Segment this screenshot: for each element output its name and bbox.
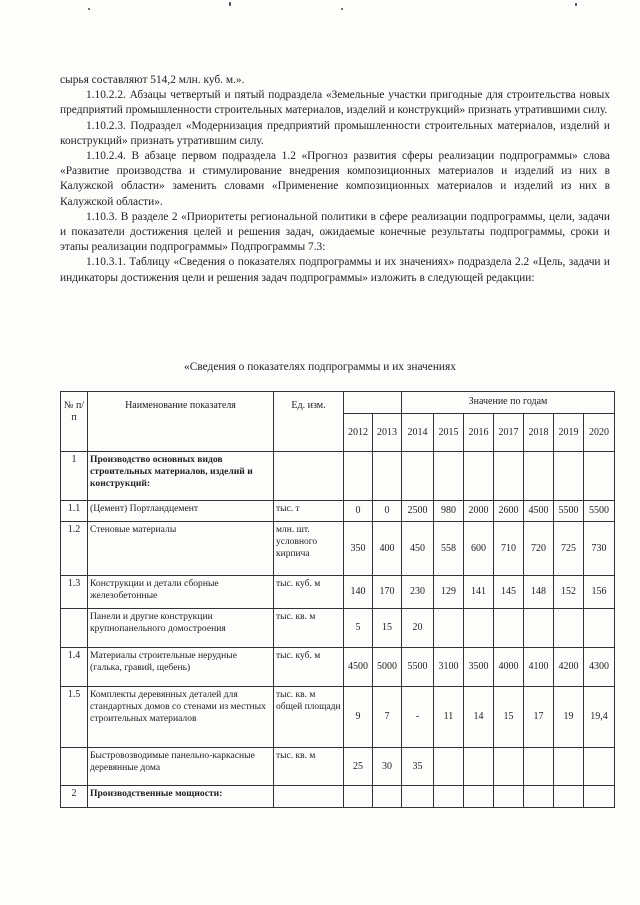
value-cell bbox=[402, 786, 434, 808]
year-header: 2012 bbox=[344, 414, 373, 452]
row-name: Производственные мощности: bbox=[88, 786, 274, 808]
scan-mark bbox=[88, 8, 90, 10]
value-cell: 5500 bbox=[402, 648, 434, 687]
table-row bbox=[61, 687, 615, 748]
value-cell: 5000 bbox=[373, 648, 402, 687]
value-cell bbox=[464, 786, 494, 808]
value-cell: 15 bbox=[373, 609, 402, 648]
row-unit: тыс. куб. м bbox=[274, 576, 344, 609]
value-cell: 11 bbox=[434, 687, 464, 748]
table-row bbox=[61, 501, 615, 522]
row-name: (Цемент) Портландцемент bbox=[88, 501, 274, 522]
value-cell bbox=[554, 748, 584, 786]
value-cell: 4500 bbox=[344, 648, 373, 687]
value-cell: 0 bbox=[373, 501, 402, 522]
row-unit: млн. шт. условного кирпича bbox=[274, 522, 344, 576]
value-cell: 19,4 bbox=[584, 687, 615, 748]
row-unit: тыс. кв. м bbox=[274, 748, 344, 786]
value-cell: 400 bbox=[373, 522, 402, 576]
row-unit: тыс. т bbox=[274, 501, 344, 522]
document-body bbox=[60, 73, 610, 286]
value-cell: 350 bbox=[344, 522, 373, 576]
value-cell: 4500 bbox=[524, 501, 554, 522]
value-cell bbox=[464, 452, 494, 501]
value-cell: 14 bbox=[464, 687, 494, 748]
row-num: 1.3 bbox=[61, 576, 88, 609]
header-num: № п/п bbox=[61, 392, 88, 452]
row-unit: тыс. куб. м bbox=[274, 648, 344, 687]
scan-mark bbox=[341, 8, 343, 10]
row-num: 1.2 bbox=[61, 522, 88, 576]
row-num: 2 bbox=[61, 786, 88, 808]
value-cell: 3500 bbox=[464, 648, 494, 687]
value-cell bbox=[584, 609, 615, 648]
value-cell bbox=[554, 609, 584, 648]
row-name: Конструкции и детали сборные железобетонные bbox=[88, 576, 274, 609]
header-values-by-year: Значение по годам bbox=[402, 392, 615, 414]
header-name: Наименование показателя bbox=[88, 392, 274, 452]
value-cell: 0 bbox=[344, 501, 373, 522]
value-cell: 980 bbox=[434, 501, 464, 522]
value-cell: 140 bbox=[344, 576, 373, 609]
row-name: Быстровозводимые панельно-каркасные деревянные дома bbox=[88, 748, 274, 786]
value-cell bbox=[373, 786, 402, 808]
paragraph-1-10-2-4: 1.10.2.4. В абзаце первом подраздела 1.2 «Прогноз развития сферы реализации подпрограммы» слова «Развитие производства и стимулирование внедрения композиционных материалов и изделий из них в Калужской области» заменить словами «Применение композиционных материалов и изделий из них в Калужской области». bbox=[60, 150, 610, 208]
table-row bbox=[61, 748, 615, 786]
row-name: Панели и другие конструкции крупнопанельного домостроения bbox=[88, 609, 274, 648]
value-cell: 25 bbox=[344, 748, 373, 786]
value-cell: 156 bbox=[584, 576, 615, 609]
value-cell bbox=[494, 748, 524, 786]
paragraph-1-10-3: 1.10.3. В разделе 2 «Приоритеты региональной политики в сфере реализации подпрограммы, цели, задачи и показатели достижения целей и решения задач, ожидаемые конечные результаты подпрограммы, сроки и этапы реализации подпрограммы» Подпрограммы 7.3: bbox=[60, 210, 610, 254]
value-cell: 5500 bbox=[584, 501, 615, 522]
value-cell: 4000 bbox=[494, 648, 524, 687]
value-cell bbox=[344, 452, 373, 501]
value-cell bbox=[494, 609, 524, 648]
value-cell: 19 bbox=[554, 687, 584, 748]
year-header: 2018 bbox=[524, 414, 554, 452]
value-cell bbox=[434, 609, 464, 648]
value-cell: 720 bbox=[524, 522, 554, 576]
value-cell bbox=[584, 748, 615, 786]
indicators-table bbox=[60, 391, 615, 808]
row-unit bbox=[274, 452, 344, 501]
year-header: 2020 bbox=[584, 414, 615, 452]
table-row bbox=[61, 452, 615, 501]
value-cell bbox=[402, 452, 434, 501]
value-cell bbox=[434, 748, 464, 786]
value-cell bbox=[554, 452, 584, 501]
scan-mark bbox=[575, 3, 577, 6]
value-cell bbox=[584, 786, 615, 808]
row-name: Стеновые материалы bbox=[88, 522, 274, 576]
row-num bbox=[61, 609, 88, 648]
row-num: 1.1 bbox=[61, 501, 88, 522]
row-unit bbox=[274, 786, 344, 808]
row-num: 1.4 bbox=[61, 648, 88, 687]
value-cell: 2600 bbox=[494, 501, 524, 522]
value-cell bbox=[524, 609, 554, 648]
scan-mark bbox=[229, 2, 231, 6]
row-num: 1 bbox=[61, 452, 88, 501]
row-name: Материалы строительные нерудные (галька, гравий, щебень) bbox=[88, 648, 274, 687]
year-header: 2013 bbox=[373, 414, 402, 452]
value-cell: 145 bbox=[494, 576, 524, 609]
header-unit: Ед. изм. bbox=[274, 392, 344, 452]
header-spacer bbox=[344, 392, 402, 414]
value-cell: 2500 bbox=[402, 501, 434, 522]
table-caption: «Сведения о показателях подпрограммы и их значениях bbox=[184, 361, 456, 373]
value-cell: 2000 bbox=[464, 501, 494, 522]
year-header: 2016 bbox=[464, 414, 494, 452]
value-cell: 4200 bbox=[554, 648, 584, 687]
value-cell bbox=[494, 452, 524, 501]
table-row bbox=[61, 522, 615, 576]
value-cell: 4300 bbox=[584, 648, 615, 687]
row-num bbox=[61, 748, 88, 786]
value-cell: 5500 bbox=[554, 501, 584, 522]
value-cell bbox=[494, 786, 524, 808]
value-cell: - bbox=[402, 687, 434, 748]
paragraph-1-10-2-3: 1.10.2.3. Подраздел «Модернизация предприятий промышленности строительных материалов, изделий и конструкций» признать утратившим силу. bbox=[60, 119, 610, 147]
value-cell: 5 bbox=[344, 609, 373, 648]
row-name: Комплекты деревянных деталей для стандартных домов со стенами из местных строительных материалов bbox=[88, 687, 274, 748]
value-cell bbox=[524, 452, 554, 501]
row-num: 1.5 bbox=[61, 687, 88, 748]
value-cell bbox=[434, 452, 464, 501]
row-unit: тыс. кв. м общей площади bbox=[274, 687, 344, 748]
value-cell: 9 bbox=[344, 687, 373, 748]
value-cell bbox=[434, 786, 464, 808]
value-cell: 450 bbox=[402, 522, 434, 576]
year-header: 2019 bbox=[554, 414, 584, 452]
row-name: Производство основных видов строительных материалов, изделий и конструкций: bbox=[88, 452, 274, 501]
value-cell: 710 bbox=[494, 522, 524, 576]
value-cell bbox=[464, 609, 494, 648]
value-cell bbox=[584, 452, 615, 501]
value-cell: 558 bbox=[434, 522, 464, 576]
value-cell: 152 bbox=[554, 576, 584, 609]
value-cell: 7 bbox=[373, 687, 402, 748]
value-cell: 725 bbox=[554, 522, 584, 576]
value-cell: 600 bbox=[464, 522, 494, 576]
year-header: 2015 bbox=[434, 414, 464, 452]
year-header: 2014 bbox=[402, 414, 434, 452]
value-cell: 141 bbox=[464, 576, 494, 609]
value-cell bbox=[373, 452, 402, 501]
paragraph-continuation: сырья составляют 514,2 млн. куб. м.». bbox=[60, 74, 245, 86]
year-header: 2017 bbox=[494, 414, 524, 452]
table-row bbox=[61, 648, 615, 687]
paragraph-1-10-2-2: 1.10.2.2. Абзацы четвертый и пятый подраздела «Земельные участки пригодные для строительства новых предприятий промышленности строительных материалов, изделий и конструкций» признать утратившими силу. bbox=[60, 89, 610, 117]
table-row bbox=[61, 576, 615, 609]
value-cell bbox=[554, 786, 584, 808]
value-cell: 730 bbox=[584, 522, 615, 576]
paragraph-1-10-3-1: 1.10.3.1. Таблицу «Сведения о показателях подпрограммы и их значениях» подраздела 2.2 «Цель, задачи и индикаторы достижения цели и решения задач подпрограммы» изложить в следующей редакции: bbox=[60, 256, 610, 284]
value-cell bbox=[464, 748, 494, 786]
value-cell: 15 bbox=[494, 687, 524, 748]
value-cell bbox=[344, 786, 373, 808]
row-unit: тыс. кв. м bbox=[274, 609, 344, 648]
value-cell: 35 bbox=[402, 748, 434, 786]
table-row bbox=[61, 786, 615, 808]
value-cell: 170 bbox=[373, 576, 402, 609]
value-cell: 3100 bbox=[434, 648, 464, 687]
value-cell bbox=[524, 786, 554, 808]
value-cell: 17 bbox=[524, 687, 554, 748]
value-cell: 129 bbox=[434, 576, 464, 609]
value-cell bbox=[524, 748, 554, 786]
value-cell: 30 bbox=[373, 748, 402, 786]
value-cell: 148 bbox=[524, 576, 554, 609]
value-cell: 230 bbox=[402, 576, 434, 609]
table-row bbox=[61, 609, 615, 648]
value-cell: 20 bbox=[402, 609, 434, 648]
value-cell: 4100 bbox=[524, 648, 554, 687]
